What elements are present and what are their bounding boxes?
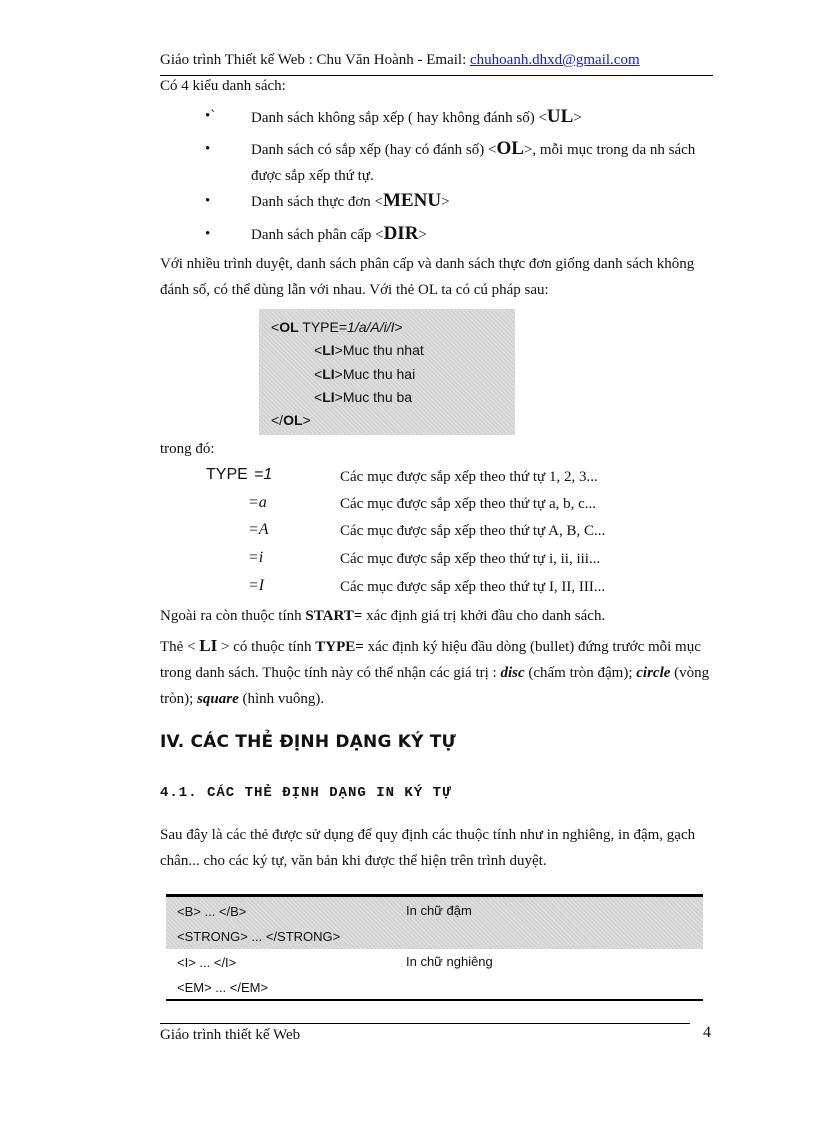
bullet-4: • — [205, 226, 211, 242]
bullet-2: • — [205, 141, 211, 157]
type-value-1: =1 — [254, 466, 273, 483]
table-cell-tag-b: <B> ... </B> — [177, 904, 247, 919]
page-header — [160, 52, 640, 69]
header-text: Giáo trình Thiết kế Web : Chu Văn Hoành - Email: — [160, 52, 470, 68]
type-desc-1: Các mục được sắp xếp theo thứ tự 1, 2, 3... — [340, 469, 598, 485]
type-key: TYPE — [206, 466, 248, 483]
start-attribute-line: Ngoài ra còn thuộc tính START= xác định giá trị khởi đầu cho danh sách. — [160, 608, 606, 624]
type-value-A: =A — [248, 521, 269, 538]
footer-title: Giáo trình thiết kế Web — [160, 1027, 301, 1043]
subsection-heading: 4.1. CÁC THẺ ĐỊNH DẠNG IN KÝ TỰ — [160, 785, 452, 801]
where-label: trong đó: — [160, 441, 215, 457]
type-value-I: =I — [248, 577, 265, 594]
section-heading: IV. CÁC THẺ ĐỊNH DẠNG KÝ TỰ — [160, 732, 456, 752]
code-line-li-1: <LI>Muc thu nhat — [314, 342, 424, 358]
header-email-link[interactable]: chuhoanh.dhxd@gmail.com — [470, 52, 640, 68]
type-desc-A: Các mục được sắp xếp theo thứ tự A, B, C... — [340, 523, 606, 539]
table-cell-tag-em: <EM> ... </EM> — [177, 980, 269, 995]
table-cell-desc-bold: In chữ đậm — [406, 903, 472, 918]
bullet-3: • — [205, 193, 211, 209]
bullet-1: •` — [205, 108, 216, 124]
code-line-ol-close: </OL> — [271, 412, 311, 428]
page-number: 4 — [703, 1024, 711, 1041]
table-bottom-rule — [166, 999, 703, 1001]
type-desc-I: Các mục được sắp xếp theo thứ tự I, II, III... — [340, 579, 606, 595]
type-desc-a: Các mục được sắp xếp theo thứ tự a, b, c... — [340, 496, 597, 512]
code-line-ol-open: <OL TYPE=1/a/A/i/I> — [271, 319, 403, 335]
list-type-ol: Danh sách có sắp xếp (hay có đánh số) <OL>, mỗi mục trong da nh sách được sắp xếp thứ tự. — [251, 138, 696, 184]
code-line-li-3: <LI>Muc thu ba — [314, 389, 413, 405]
table-cell-desc-italic: In chữ nghiêng — [406, 954, 493, 969]
paragraph-format-tags: Sau đây là các thẻ được sử dụng để quy định các thuộc tính như in nghiêng, in đậm, gạch chân... cho các ký tự, văn bản khi được thể hiện trên trình duyệt. — [160, 827, 696, 869]
list-type-ul: Danh sách không sắp xếp ( hay không đánh số) <UL> — [251, 106, 582, 127]
type-desc-i: Các mục được sắp xếp theo thứ tự i, ii, iii... — [340, 551, 601, 567]
list-type-dir: Danh sách phân cấp <DIR> — [251, 223, 427, 244]
type-value-i: =i — [248, 549, 264, 566]
table-cell-tag-strong: <STRONG> ... </STRONG> — [177, 929, 341, 944]
type-value-a: =a — [248, 494, 267, 511]
table-top-rule — [166, 894, 703, 897]
li-type-paragraph: Thẻ < LI > có thuộc tính TYPE= xác định ký hiệu đầu dòng (bullet) đứng trước mỗi mục trong danh sách. Thuộc tính này có thể nhận các giá trị : disc (chấm tròn đậm); circle (vòng tròn); square (hình vuông). — [160, 636, 710, 707]
table-cell-tag-i: <I> ... </I> — [177, 955, 237, 970]
paragraph-list-note: Với nhiều trình duyệt, danh sách phân cấp và danh sách thực đơn giống danh sách không đánh số, có thể dùng lẫn với nhau. Với thẻ OL ta có cú pháp sau: — [160, 256, 695, 298]
header-rule — [160, 75, 713, 76]
list-type-menu: Danh sách thực đơn <MENU> — [251, 190, 450, 211]
code-line-li-2: <LI>Muc thu hai — [314, 366, 416, 382]
footer-rule — [160, 1023, 690, 1024]
intro-text: Có 4 kiểu danh sách: — [160, 78, 286, 94]
